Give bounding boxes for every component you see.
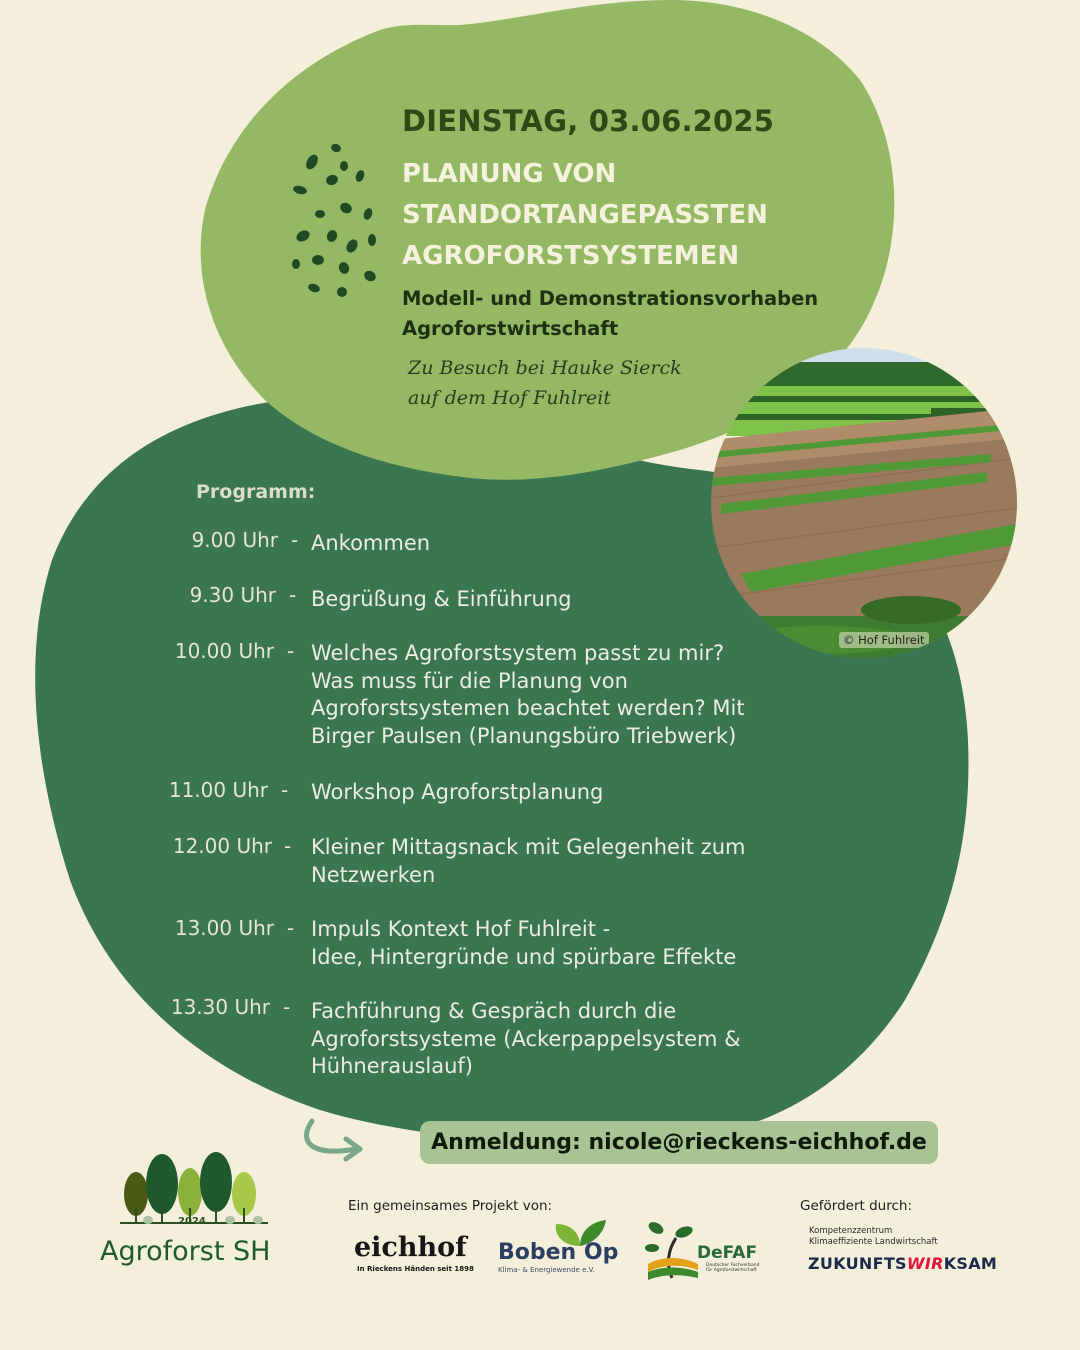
program-line: Workshop Agroforstplanung	[311, 780, 604, 804]
program-line: Birger Paulsen (Planungsbüro Triebwerk)	[311, 723, 737, 748]
event-title-line: AGROFORSTSYSTEMEN	[402, 241, 740, 271]
program-dash: -	[287, 639, 295, 663]
program-line: Kleiner Mittagsnack mit Gelegenheit zum	[311, 835, 746, 859]
kompetenzzentrum-text	[809, 1226, 938, 1248]
project-label: Ein gemeinsames Projekt von:	[348, 1198, 553, 1214]
program-time: 9.30 Uhr	[189, 583, 276, 607]
program-line: Idee, Hintergründe und spürbare Effekte	[311, 944, 737, 969]
program-dash: -	[284, 834, 292, 858]
kompetenz-line: Klimaeffiziente Landwirtschaft	[809, 1237, 938, 1247]
program-line: Fachführung & Gespräch durch die	[311, 999, 677, 1023]
event-title-line: PLANUNG VON	[402, 159, 617, 189]
boben-op-logo: Boben Op	[498, 1240, 619, 1265]
brand-year: 2024	[178, 1216, 206, 1227]
program-text	[311, 530, 811, 558]
program-line: Ankommen	[311, 531, 431, 555]
eichhof-logo: eichhof	[354, 1232, 467, 1263]
program-time: 11.00 Uhr	[168, 778, 268, 802]
boben-op-tagline: Klima- & Energiewende e.V.	[498, 1266, 595, 1274]
visit-line: auf dem Hof Fuhlreit	[408, 387, 611, 409]
zukunft-part: KSAM	[943, 1254, 998, 1273]
program-text	[311, 640, 811, 750]
photo-credit: © Hof Fuhlreit	[839, 632, 929, 648]
program-text	[311, 779, 811, 807]
program-dash: -	[287, 916, 295, 940]
program-dash: -	[281, 778, 289, 802]
program-dash: -	[289, 583, 297, 607]
program-line: Agroforstsystemen beachtet werden? Mit	[311, 696, 745, 720]
program-time: 13.30 Uhr	[170, 995, 270, 1019]
eichhof-logo-tagline: In Rieckens Händen seit 1898	[357, 1265, 474, 1273]
program-time: 10.00 Uhr	[174, 639, 274, 663]
program-heading: Programm:	[196, 481, 316, 503]
event-title	[402, 154, 822, 277]
registration-email-link[interactable]: Anmeldung: nicole@rieckens-eichhof.de	[420, 1121, 938, 1164]
zukunft-part: ZUKUNFTS	[808, 1254, 907, 1273]
program-line: Welches Agroforstsystem passt zu mir?	[311, 641, 725, 665]
funded-label: Gefördert durch:	[800, 1198, 913, 1214]
program-dash: -	[283, 995, 291, 1019]
program-dash: -	[291, 528, 299, 552]
defaf-logo: DeFAF	[697, 1243, 758, 1263]
defaf-tree-icon	[642, 1220, 700, 1282]
program-line: Impuls Kontext Hof Fuhlreit -	[311, 917, 611, 941]
defaf-tagline: Deutscher Fachverband für Agroforstwirtschaft	[706, 1263, 760, 1273]
program-time: 13.00 Uhr	[174, 916, 274, 940]
program-text	[311, 916, 811, 971]
program-line: Hühnerauslauf)	[311, 1054, 473, 1078]
program-line: Netzwerken	[311, 862, 436, 887]
visit-info	[408, 353, 738, 413]
leaf-dots-icon	[288, 142, 380, 302]
program-text	[311, 586, 811, 614]
program-line: Was muss für die Planung von	[311, 668, 628, 693]
event-date: DIENSTAG, 03.06.2025	[402, 104, 775, 138]
curved-arrow-icon	[298, 1113, 378, 1173]
kompetenz-line: Kompetenzzentrum	[809, 1226, 893, 1236]
program-line: Begrüßung & Einführung	[311, 587, 572, 611]
program-time: 9.00 Uhr	[191, 528, 278, 552]
event-subtitle	[402, 284, 852, 344]
zukunftswirksam-logo	[808, 1254, 997, 1273]
program-text	[311, 834, 811, 889]
program-time: 12.00 Uhr	[172, 834, 272, 858]
brand-name: Agroforst SH	[100, 1236, 271, 1267]
zukunft-wir: WIR	[906, 1254, 944, 1273]
event-subtitle-line: Modell- und Demonstrationsvorhaben	[402, 287, 819, 310]
program-text	[311, 998, 811, 1081]
program-line: Agroforstsysteme (Ackerpappelsystem &	[311, 1026, 741, 1051]
event-subtitle-line: Agroforstwirtschaft	[402, 317, 619, 340]
event-title-line: STANDORTANGEPASSTEN	[402, 200, 768, 230]
visit-line: Zu Besuch bei Hauke Sierck	[408, 357, 682, 379]
